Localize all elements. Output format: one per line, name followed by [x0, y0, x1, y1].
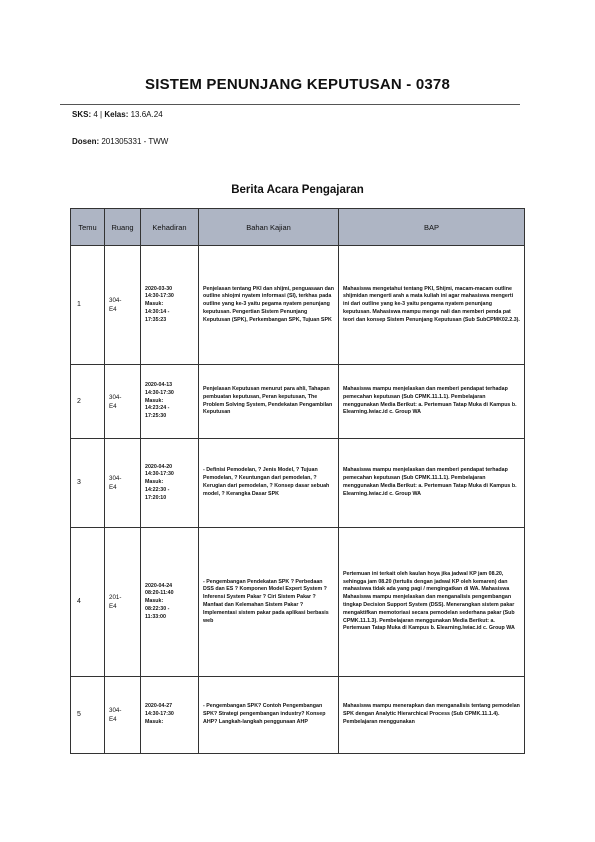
kehadiran-cell: 2020-04-20 14:30-17:30 Masuk: 14:22:30 - 17:20:10 [141, 439, 199, 528]
meta-separator: | [100, 110, 103, 119]
course-meta-line [72, 110, 163, 119]
sks-value: 4 [93, 110, 98, 119]
table-row [71, 365, 525, 439]
dosen-label: Dosen: [72, 137, 100, 146]
ruang-cell: 304- E4 [105, 246, 141, 365]
table-row [71, 246, 525, 365]
bap-cell: Mahasiswa mengetahui tentang PKI, Shijmi, macam-macam outline shijmidan mengerti arah a mata kuliah ini agar mahasiswa mengerti ini dari outline yang ke-3 yaitu pengama nyatem penunjang keputusan. Mahasiswa mampu menge nali dan memberi penda pat teori dan konsep Sistem Penunjang Keputusan (Sub SubCPMK02.2.3). [339, 246, 525, 365]
bap-cell: Pertemuan ini terkait oleh kaulan hoya jika jadwal KP jam 08.20, sehingga jam 08.20 (tertulis dengan jadwal KP oleh kemaren) dan mahasiswa tidak ada yang pagi / mengingatkan di WA. Mahasiswa Mahasiswa mampu menjelaskan dan menganalisis pengembangan tingkap Decision Support System (DSS). Menerangkan sistem pakar mengaktifkan memotoriasi secara pemodelan sederhana pakar (Sub CPMK.11.1.3). Pembelajaran menggunakan Media Berikut: a. Pertemuan Tatap Muka di Kampus b. Elearning.lwiac.id c. Group WA [339, 528, 525, 677]
kehadiran-cell: 2020-03-30 14:30-17:30 Masuk: 14:30:14 - 17:35:23 [141, 246, 199, 365]
temu-cell: 2 [71, 365, 105, 439]
bap-cell: Mahasiswa mampu menerapkan dan menganalisis tentang pemodelan SPK dengan Analytic Hierarchical Process (Sub CPMK.11.1.4). Pembelajaran menggunakan [339, 677, 525, 754]
kelas-value: 13.6A.24 [130, 110, 163, 119]
header-bahan-kajian: Bahan Kajian [199, 209, 339, 246]
temu-cell: 3 [71, 439, 105, 528]
sks-label: SKS: [72, 110, 92, 119]
kehadiran-cell: 2020-04-24 08:20-11:40 Masuk: 08:22:30 - 11:33:00 [141, 528, 199, 677]
bap-cell: Mahasiswa mampu menjelaskan dan memberi pendapat terhadap pemecahan keputusan (Sub CPMK.11.1.1). Pembelajaran menggunakan Media Berikut: a. Pertemuan Tatap Muka di Kampus b. Elearning.lwiac.id c. Group WA [339, 439, 525, 528]
table-row [71, 677, 525, 754]
ruang-cell: 304- E4 [105, 439, 141, 528]
ruang-cell: 304- E4 [105, 365, 141, 439]
header-kehadiran: Kehadiran [141, 209, 199, 246]
kehadiran-cell: 2020-04-27 14:30-17:30 Masuk: [141, 677, 199, 754]
section-title: Berita Acara Pengajaran [231, 184, 364, 196]
teaching-log-table [70, 208, 525, 754]
header-bap: BAP [339, 209, 525, 246]
dosen-value: 201305331 - TWW [101, 137, 169, 146]
bahan-kajian-cell: Penjelasan Keputusan menurut para ahli, Tahapan pembuatan keputusan, Peran keputusan, The Problem Solving System, Pendekatan Pengambilan Keputusan [199, 365, 339, 439]
header-ruang: Ruang [105, 209, 141, 246]
lecturer-meta-line [72, 137, 168, 146]
bahan-kajian-cell: - Pengembangan Pendekatan SPK ? Perbedaan DSS dan ES ? Komponen Model Expert System ? Inferensi System Pakar ? Ciri Sistem Pakar ? Manfaat dan Kelemahan Sistem Pakar ? Implementasi sistem pakar pada aplikasi berbasis web [199, 528, 339, 677]
bahan-kajian-cell: - Pengembangan SPK? Contoh Pengembangan SPK? Strategi pengembangan industry? Konsep AHP? Langkah-langkah penggunaan AHP [199, 677, 339, 754]
temu-cell: 5 [71, 677, 105, 754]
header-temu: Temu [71, 209, 105, 246]
document-title: SISTEM PENUNJANG KEPUTUSAN - 0378 [145, 76, 450, 93]
temu-cell: 1 [71, 246, 105, 365]
table-row [71, 439, 525, 528]
kehadiran-cell: 2020-04-13 14:30-17:30 Masuk: 14:23:24 - 17:25:30 [141, 365, 199, 439]
bahan-kajian-cell: - Definisi Pemodelan, ? Jenis Model, ? Tujuan Pemodelan, ? Keuntungan dari pemodelan, ? Kerugian dari pemodelan, ? Konsep dasar sebuah model, ? Kerangka Dasar SPK [199, 439, 339, 528]
ruang-cell: 201- E4 [105, 528, 141, 677]
table-header-row [71, 209, 525, 246]
title-divider [60, 104, 520, 105]
bahan-kajian-cell: Penjelasan tentang PKI dan shijmi, penguasaan dan outline shiojmi nyatem informasi (SI), terkhas pada outline yang ke-3 yaitu pegama nyatem penunjang keputusan. Pengertian Sistem Penunjang Keputusan (SPK), Perkembangan SPK, Tujuan SPK [199, 246, 339, 365]
kelas-label: Kelas: [104, 110, 129, 119]
ruang-cell: 304- E4 [105, 677, 141, 754]
table-row [71, 528, 525, 677]
temu-cell: 4 [71, 528, 105, 677]
bap-cell: Mahasiswa mampu menjelaskan dan memberi pendapat terhadap pemecahan keputusan (Sub CPMK.11.1.1). Pembelajaran menggunakan Media Berikut: a. Pertemuan Tatap Muka di Kampus b. Elearning.lwiac.id c. Group WA [339, 365, 525, 439]
